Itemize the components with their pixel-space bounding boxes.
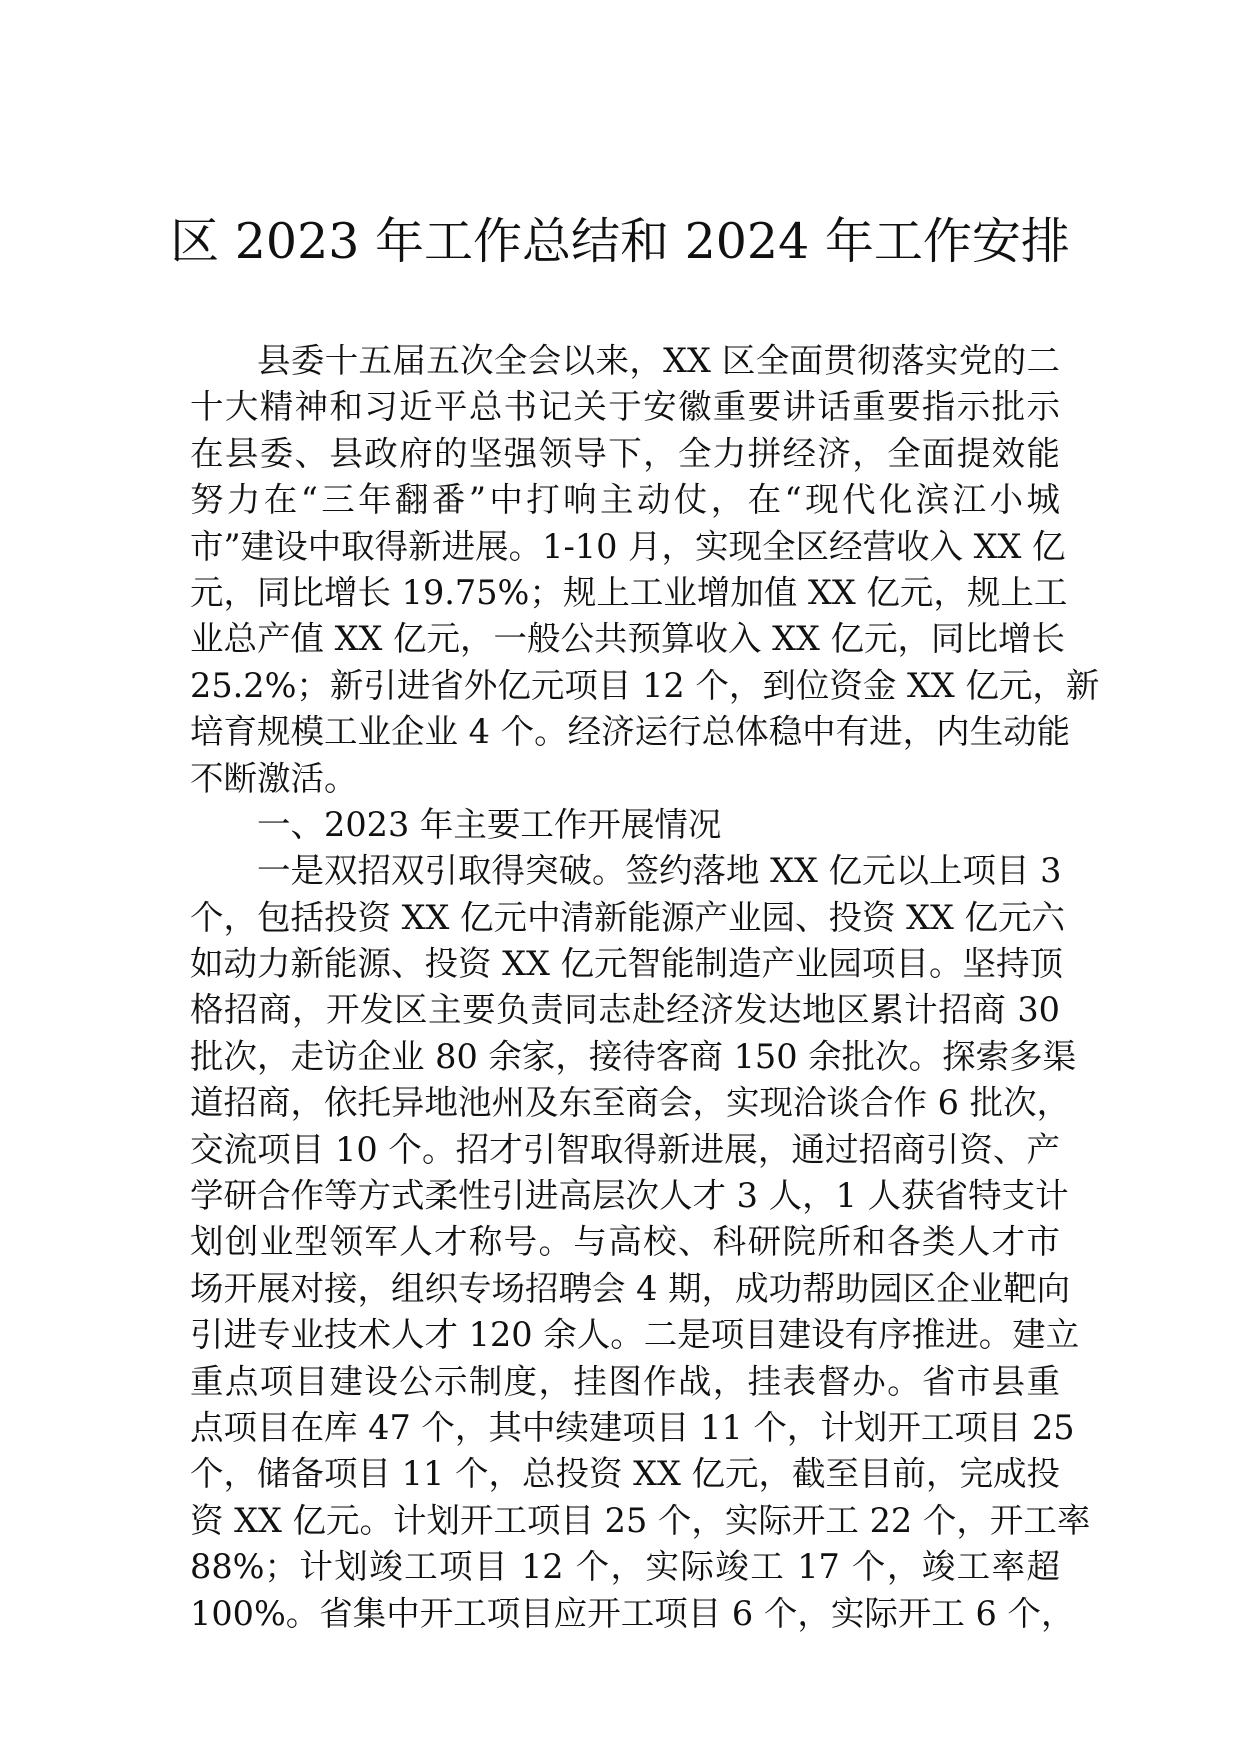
text-line: 学研合作等方式柔性引进高层次人才 3 人，1 人获省特支计 (190, 1176, 1069, 1216)
text-line: 努力在“三年翻番”中打响主动仗，在“现代化滨江小城 (190, 480, 1060, 520)
document-body (190, 338, 1100, 1637)
text-line: 元，同比增长 19.75%；规上工业增加值 XX 亿元，规上工 (190, 572, 1068, 612)
text-line: 道招商，依托异地池州及东至商会，实现洽谈合作 6 批次， (190, 1083, 1071, 1123)
text-line: 培育规模工业企业 4 个。经济运行总体稳中有进，内生动能 (190, 712, 1071, 752)
text-line: 交流项目 10 个。招才引智取得新进展，通过招商引资、产 (190, 1129, 1060, 1169)
text-line: 引进专业技术人才 120 余人。二是项目建设有序推进。建立 (190, 1315, 1080, 1355)
text-line: 批次，走访企业 80 余家，接待客商 150 余批次。探索多渠 (190, 1036, 1077, 1076)
text-line: 100%。省集中开工项目应开工项目 6 个，实际开工 6 个， (190, 1593, 1075, 1633)
text-line: 业总产值 XX 亿元，一般公共预算收入 XX 亿元，同比增长 (190, 619, 1065, 659)
text-line: 划创业型领军人才称号。与高校、科研院所和各类人才市 (190, 1222, 1060, 1262)
text-line: 如动力新能源、投资 XX 亿元智能制造产业园项目。坚持顶 (190, 944, 1063, 984)
text-line: 在县委、县政府的坚强领导下，全力拼经济，全面提效能 (190, 433, 1060, 473)
text-line: 重点项目建设公示制度，挂图作战，挂表督办。省市县重 (190, 1361, 1060, 1401)
text-line: 资 XX 亿元。计划开工项目 25 个，实际开工 22 个，开工率 (190, 1500, 1091, 1540)
text-line: 25.2%；新引进省外亿元项目 12 个，到位资金 XX 亿元，新 (190, 665, 1100, 705)
text-line: 市”建设中取得新进展。1-10 月，实现全区经营收入 XX 亿 (190, 526, 1066, 566)
text-line: 个，储备项目 11 个，总投资 XX 亿元，截至目前，完成投 (190, 1454, 1060, 1494)
text-line: 县委十五届五次全会以来，XX 区全面贯彻落实党的二 (257, 341, 1060, 380)
text-line: 个，包括投资 XX 亿元中清新能源产业园、投资 XX 亿元六 (190, 897, 1065, 937)
text-line: 一是双招双引取得突破。签约落地 XX 亿元以上项目 3 (257, 851, 1062, 891)
document-title: 区 2023 年工作总结和 2024 年工作安排 (170, 213, 1070, 270)
section-heading: 一、2023 年主要工作开展情况 (257, 804, 722, 844)
text-line: 十大精神和习近平总书记关于安徽重要讲话重要指示批示 (190, 387, 1060, 427)
text-line: 不断激活。 (190, 758, 358, 798)
text-line: 点项目在库 47 个，其中续建项目 11 个，计划开工项目 25 (190, 1407, 1075, 1447)
text-line: 格招商，开发区主要负责同志赴经济发达地区累计招商 30 (190, 990, 1060, 1030)
text-line: 88%；计划竣工项目 12 个，实际竣工 17 个，竣工率超 (190, 1547, 1060, 1587)
text-line: 场开展对接，组织专场招聘会 4 期，成功帮助园区企业靶向 (190, 1268, 1071, 1308)
